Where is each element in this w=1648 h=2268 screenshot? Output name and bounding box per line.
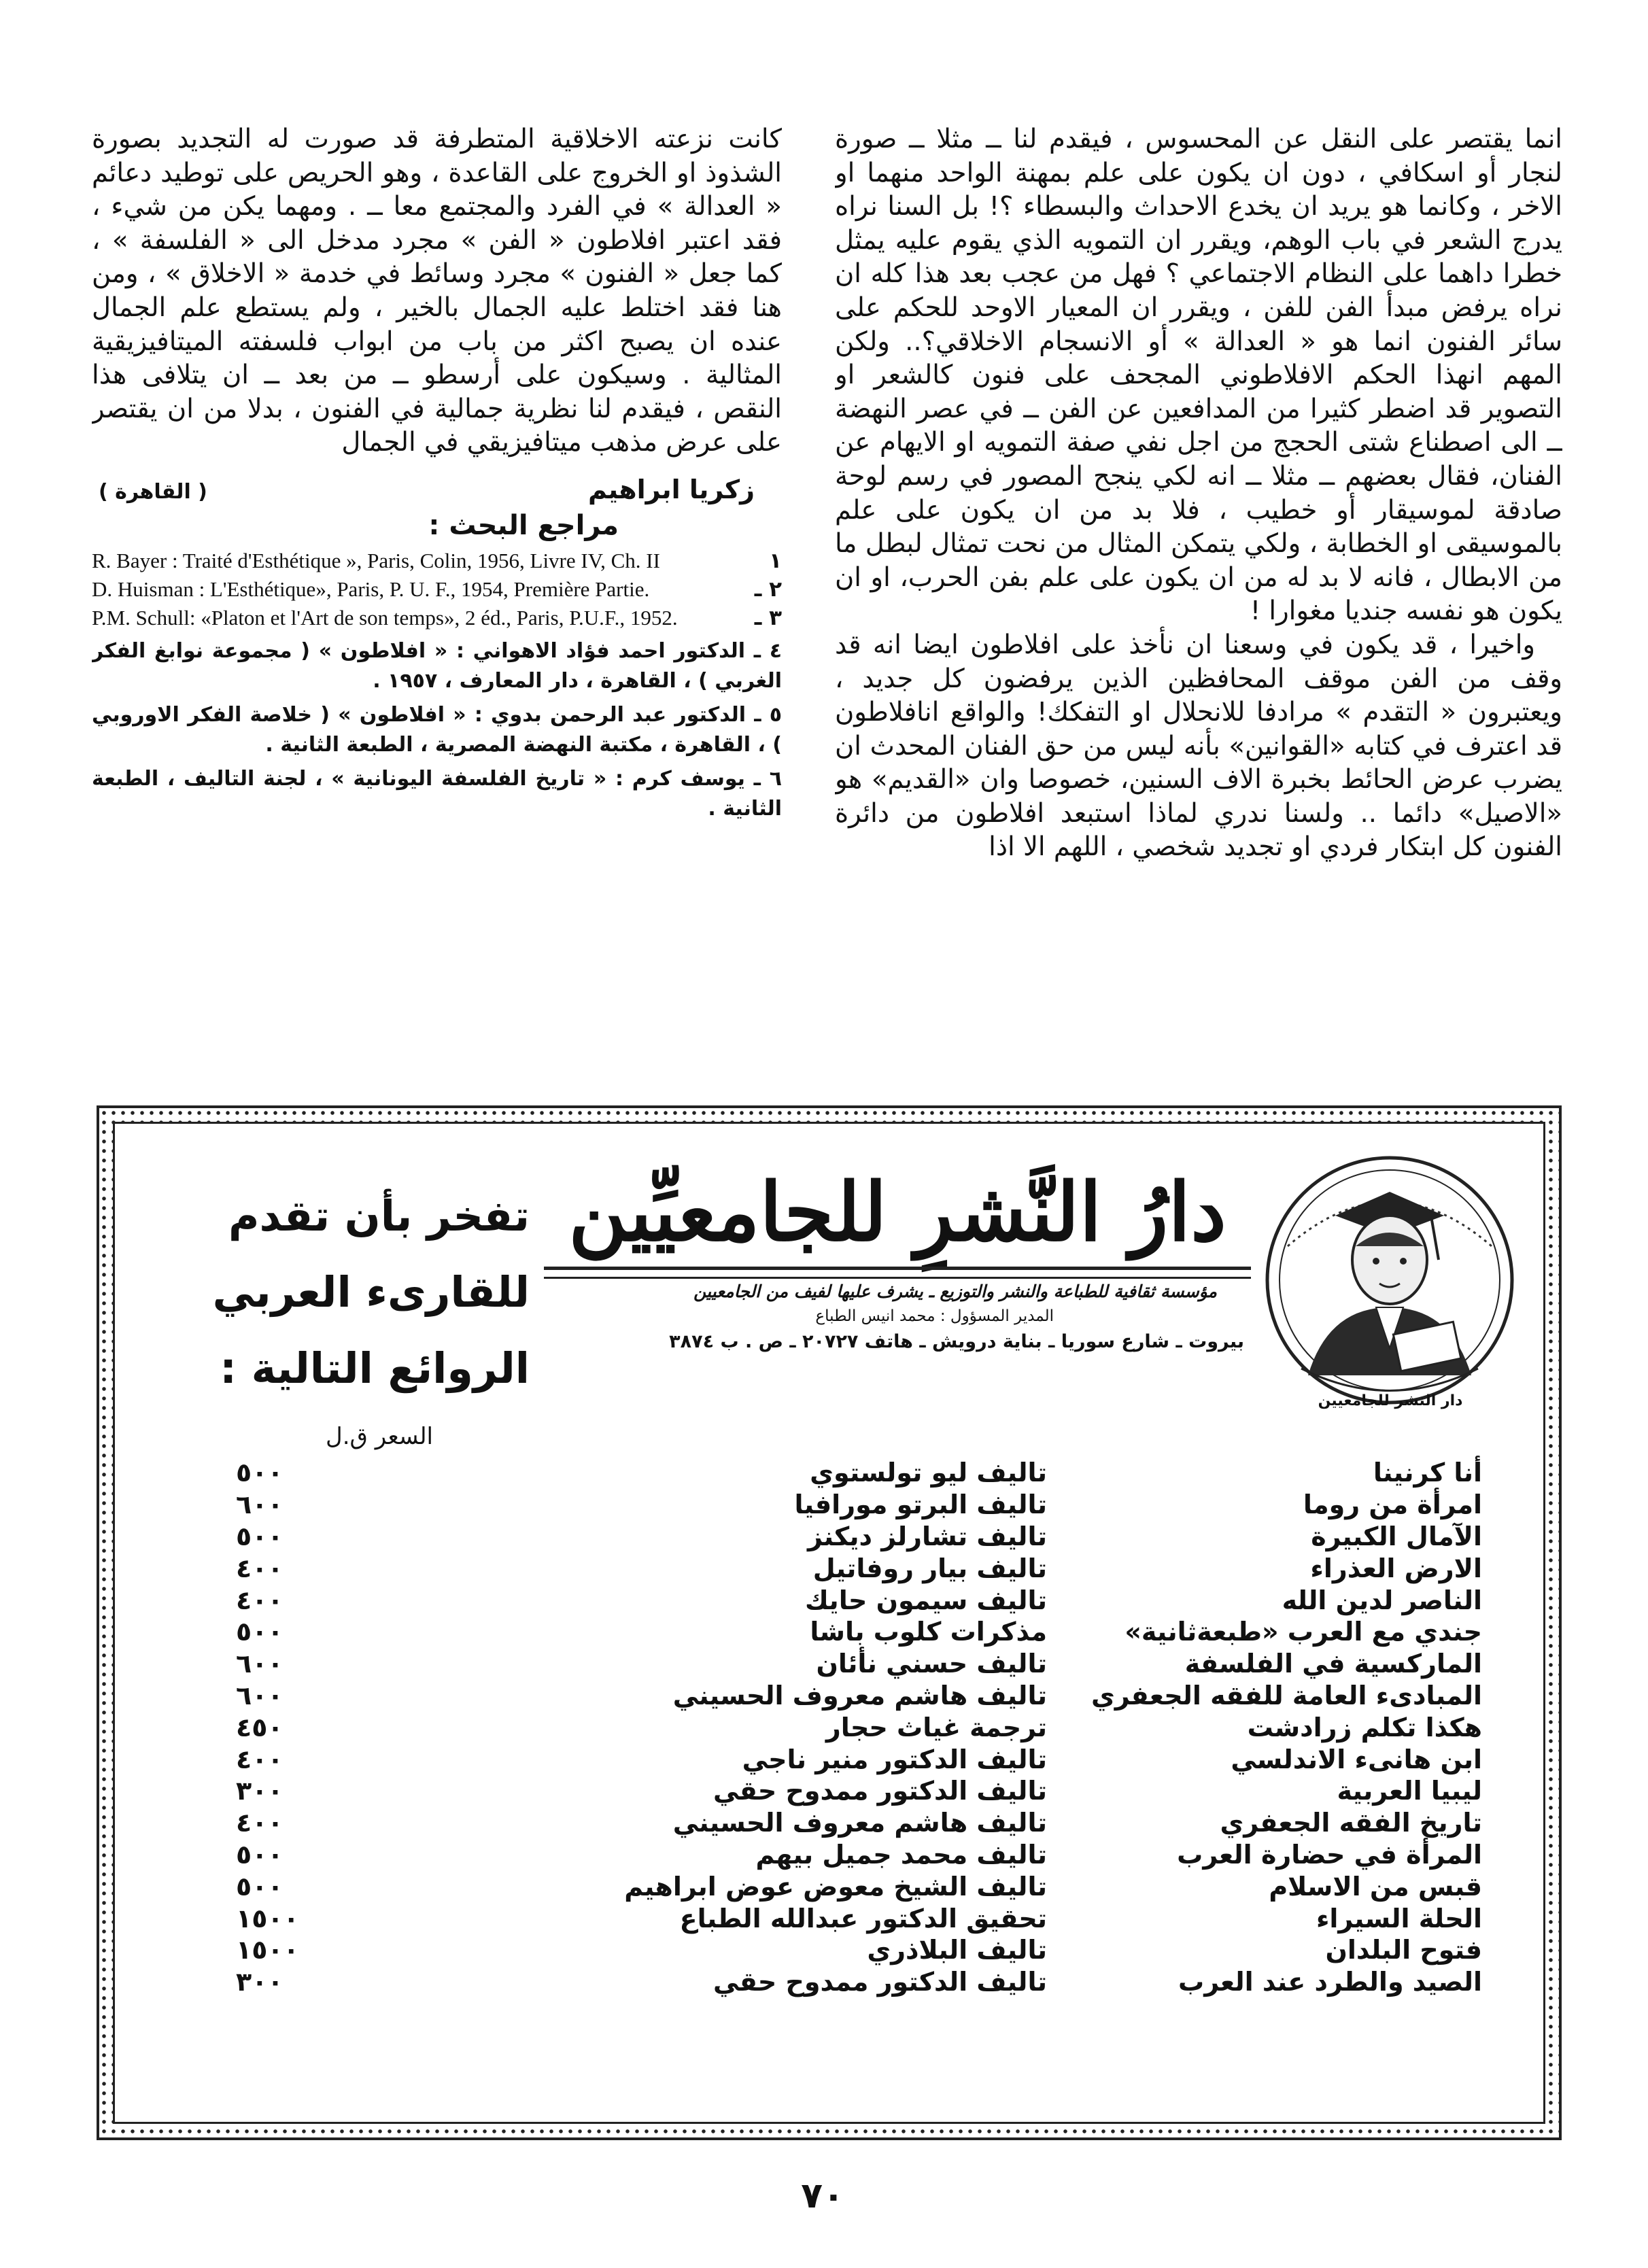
publisher-address: بيروت ـ شارع سوريا ـ بناية درويش ـ هاتف ٢٠٧٢٧ ـ ص . ب ٣٨٧٤	[669, 1331, 1244, 1352]
book-author: تاليف الشيخ معوض عوض ابراهيم	[624, 1871, 1047, 1902]
book-row	[224, 1870, 1482, 1902]
book-title: تاريخ الفقه الجعفري	[1220, 1808, 1482, 1838]
references-title: مراجع البحث :	[428, 509, 619, 541]
reference-item: ٤ ـ الدكتور احمد فؤاد الاهواني : « افلاطون » ( مجموعة نوابغ الفكر الغربي ) ، القاهرة ، دار المعارف ، ١٩٥٧ .	[92, 638, 782, 693]
book-title: الآمال الكبيرة	[1311, 1521, 1482, 1551]
book-author: تاليف محمد جميل بيهم	[755, 1839, 1047, 1870]
book-price: ٦٠٠	[236, 1680, 284, 1711]
right-column-paragraph-1: انما يقتصر على النقل عن المحسوس ، فيقدم لنا ــ مثلا ــ صورة لنجار أو اسكافي ، دون ان يكون على علم بمهنة الواحد منهما او الاخر ، وكانما هو يريد ان يخدع الاحداث والبسطاء ؟! بل السنا نراه يدرج الشعر في باب الوهم، ويقرر ان التمويه الذي يقوم عليه يمثل خطرا داهما على النظام الاجتماعي ؟ فهل من عجب بعد هذا كله ان نراه يرفض مبدأ الفن للفن ، ويقرر ان المعيار الاوحد للحكم على سائر الفنون انما هو « العدالة » أو الانسجام الاخلاقي؟.. ولكن المهم انهذا الحكم الافلاطوني المجحف على فنون كالشعر او التصوير قد اضطر كثيرا من المدافعين عن الفن ــ في عصر النهضة ــ الى اصطناع شتى الحجج من اجل نفي صفة التمويه او الايهام عن الفنان، فقال بعضهم ــ مثلا ــ انه لكي ينجح المصور في رسم لوحة صادقة لموسيقار أو خطيب ، فلا بد من ان يكون على علم بالموسيقى او الخطابة ، ولكي يتمكن المثال من نحت تمثال لبطل ما من الابطال ، فانه لا بد له من ان يكون على علم بفن الحرب، او ان يكون هو نفسه جنديا مغوارا !	[835, 124, 1562, 627]
book-row	[224, 1521, 1482, 1553]
book-price: ٥٠٠	[236, 1458, 284, 1488]
article-left-column	[92, 122, 782, 1067]
book-author: تاليف بيار روفاتيل	[812, 1553, 1047, 1583]
reference-item: ٦ ـ يوسف كرم : « تاريخ الفلسفة اليونانية » ، لجنة التاليف ، الطبعة الثانية .	[92, 766, 782, 821]
book-author: تاليف تشارلز ديكنز	[807, 1521, 1047, 1551]
book-author: تاليف حسني نأئان	[816, 1649, 1047, 1679]
left-column-paragraph: كانت نزعته الاخلاقية المتطرفة قد صورت له التجديد بصورة الشذوذ او الخروج على القاعدة ، وهو الحريص على توطيد دعائم « العدالة » في الفرد والمجتمع معا ــ . ومهما يكن من شيء ، فقد اعتبر افلاطون « الفن » مجرد مدخل الى « الفلسفة » ، كما جعل « الفنون » مجرد وسائط في خدمة « الاخلاق » ، ومن هنا فقد اختلط عليه الجمال بالخير ، ولم يستطع علم الجمال عنده ان يصبح اكثر من باب من ابواب فلسفته الميتافيزيقية المثالية . وسيكون على أرسطو ــ من بعد ــ ان يتلافى هذا النقص ، فيقدم لنا نظرية جمالية في الفنون ، بدلا من ان يقتصر على عرض مذهب ميتافيزيقي في الجمال	[92, 124, 782, 458]
book-price: ٦٠٠	[236, 1649, 284, 1679]
book-title: هكذا تكلم زرادشت	[1247, 1712, 1482, 1742]
publisher-divider	[544, 1267, 1251, 1279]
book-author: تاليف البرتو مورافيا	[794, 1490, 1047, 1520]
book-price: ٣٠٠	[236, 1776, 284, 1806]
reference-item: ٣ ـ P.M. Schull: «Platon et l'Art de son temps», 2 éd., Paris, P.U.F., 1952.	[92, 605, 782, 630]
page-number: ٧٠	[801, 2176, 844, 2216]
book-title: الماركسية في الفلسفة	[1184, 1649, 1482, 1679]
book-row	[224, 1839, 1482, 1871]
author-name: زكريا ابراهيم	[588, 474, 755, 504]
book-author: تاليف الدكتور ممدوح حقي	[713, 1967, 1047, 1997]
book-title: قبس من الاسلام	[1269, 1871, 1482, 1902]
books-list	[224, 1457, 1482, 1998]
book-price: ٥٠٠	[236, 1521, 284, 1551]
book-price: ١٥٠٠	[236, 1935, 299, 1965]
book-title: الحلة السيراء	[1316, 1903, 1482, 1934]
book-title: امرأة من روما	[1303, 1490, 1482, 1520]
book-price: ٥٠٠	[236, 1839, 284, 1870]
book-price: ٤٠٠	[236, 1808, 284, 1838]
book-row	[224, 1775, 1482, 1807]
book-author: تاليف البلاذري	[867, 1935, 1047, 1965]
ad-intro-line: تفخر بأن تقدم	[228, 1191, 530, 1241]
book-row	[224, 1648, 1482, 1680]
book-author: تاليف هاشم معروف الحسيني	[672, 1680, 1047, 1711]
book-price: ٦٠٠	[236, 1490, 284, 1520]
publisher-name: دارُ النَّشرِ للجامعيِّين	[568, 1165, 1226, 1259]
book-price: ٤٠٠	[236, 1744, 284, 1774]
reference-item: ٢ ـ D. Huisman : L'Esthétique», Paris, P. U. F., 1954, Première Partie.	[92, 577, 782, 602]
book-price: ٤٥٠	[236, 1712, 284, 1742]
book-row	[224, 1966, 1482, 1998]
book-row	[224, 1902, 1482, 1934]
book-author: تاليف الدكتور ممدوح حقي	[713, 1776, 1047, 1806]
references-latin	[92, 547, 782, 632]
book-title: الارض العذراء	[1310, 1553, 1482, 1583]
book-title: ابن هانىء الاندلسي	[1231, 1744, 1482, 1774]
ad-intro-line: للقارىء العربي	[212, 1267, 530, 1317]
book-author: مذكرات كلوب باشا	[810, 1617, 1047, 1647]
book-row	[224, 1457, 1482, 1489]
book-row	[224, 1616, 1482, 1648]
book-author: ترجمة غياث حجار	[825, 1712, 1047, 1742]
book-author: تاليف هاشم معروف الحسيني	[672, 1808, 1047, 1838]
book-row	[224, 1584, 1482, 1616]
book-author: تاليف الدكتور منير ناجي	[742, 1744, 1047, 1774]
book-title: الناصر لدين الله	[1282, 1585, 1482, 1615]
book-price: ٥٠٠	[236, 1617, 284, 1647]
reference-item: ١ R. Bayer : Traité d'Esthétique », Paris, Colin, 1956, Livre IV, Ch. II	[92, 548, 782, 573]
book-title: ليبيا العربية	[1337, 1776, 1482, 1806]
book-price: ١٥٠٠	[236, 1903, 299, 1934]
ad-intro-line: الروائع التالية :	[220, 1343, 530, 1393]
book-title: فتوح البلدان	[1325, 1935, 1482, 1965]
book-price: ٥٠٠	[236, 1871, 284, 1902]
book-author: تاليف ليو تولستوي	[810, 1458, 1047, 1488]
book-author: تحقيق الدكتور عبدالله الطباع	[679, 1903, 1047, 1934]
book-price: ٤٠٠	[236, 1585, 284, 1615]
article-right-column	[835, 122, 1562, 1054]
author-city: ( القاهرة )	[99, 479, 207, 504]
book-row	[224, 1807, 1482, 1839]
book-row	[224, 1680, 1482, 1712]
publisher-tagline: مؤسسة ثقافية للطباعة والنشر والتوزيع ـ يشرف عليها لفيف من الجامعيين	[693, 1282, 1217, 1301]
ad-intro	[162, 1178, 530, 1407]
book-price: ٣٠٠	[236, 1967, 284, 1997]
publisher-advertisement	[97, 1105, 1562, 2140]
book-title: المرأة في حضارة العرب	[1177, 1839, 1482, 1870]
signature-row	[92, 475, 782, 504]
logo-caption: دار النشر للجامعيين	[1318, 1392, 1463, 1409]
book-row	[224, 1934, 1482, 1966]
price-column-header: السعر ق.ل	[326, 1423, 433, 1450]
book-title: أنا كرنينا	[1373, 1458, 1482, 1488]
reference-item: ٥ ـ الدكتور عبد الرحمن بدوي : « افلاطون » ( خلاصة الفكر الاوروبي ) ، القاهرة ، مكتبة النهضة المصرية ، الطبعة الثانية .	[92, 702, 782, 757]
book-price: ٤٠٠	[236, 1553, 284, 1583]
publisher-director: المدير المسؤول : محمد انيس الطباع	[815, 1307, 1054, 1325]
book-title: الصيد والطرد عند العرب	[1178, 1967, 1482, 1997]
book-author: تاليف سيمون حايك	[805, 1585, 1047, 1615]
book-title: المبادىء العامة للفقه الجعفري	[1091, 1680, 1482, 1711]
ad-inner-frame	[113, 1122, 1545, 2124]
book-row	[224, 1711, 1482, 1743]
book-row	[224, 1552, 1482, 1584]
book-row	[224, 1489, 1482, 1521]
right-column-paragraph-2: واخيرا ، قد يكون في وسعنا ان نأخذ على افلاطون ايضا انه قد وقف من الفن موقف المحافظين الذين يرفضون كل جديد ، ويعتبرون « التقدم » مرادفا للانحلال او التفكك! والواقع انافلاطون قد اعترف في كتابه «القوانين» بأنه ليس من حق الفنان المحدث ان يضرب عرض الحائط بخبرة الاف السنين، خصوصا وان «القديم» هو «الاصيل» دائما .. ولسنا ندري لماذا استبعد افلاطون من دائرة الفنون كل ابتكار فردي او تجديد شخصي ، اللهم الا اذا	[835, 629, 1562, 863]
book-title: جندي مع العرب «طبعةثانية»	[1125, 1617, 1482, 1647]
book-row	[224, 1743, 1482, 1775]
graduate-logo-icon	[1260, 1144, 1519, 1430]
